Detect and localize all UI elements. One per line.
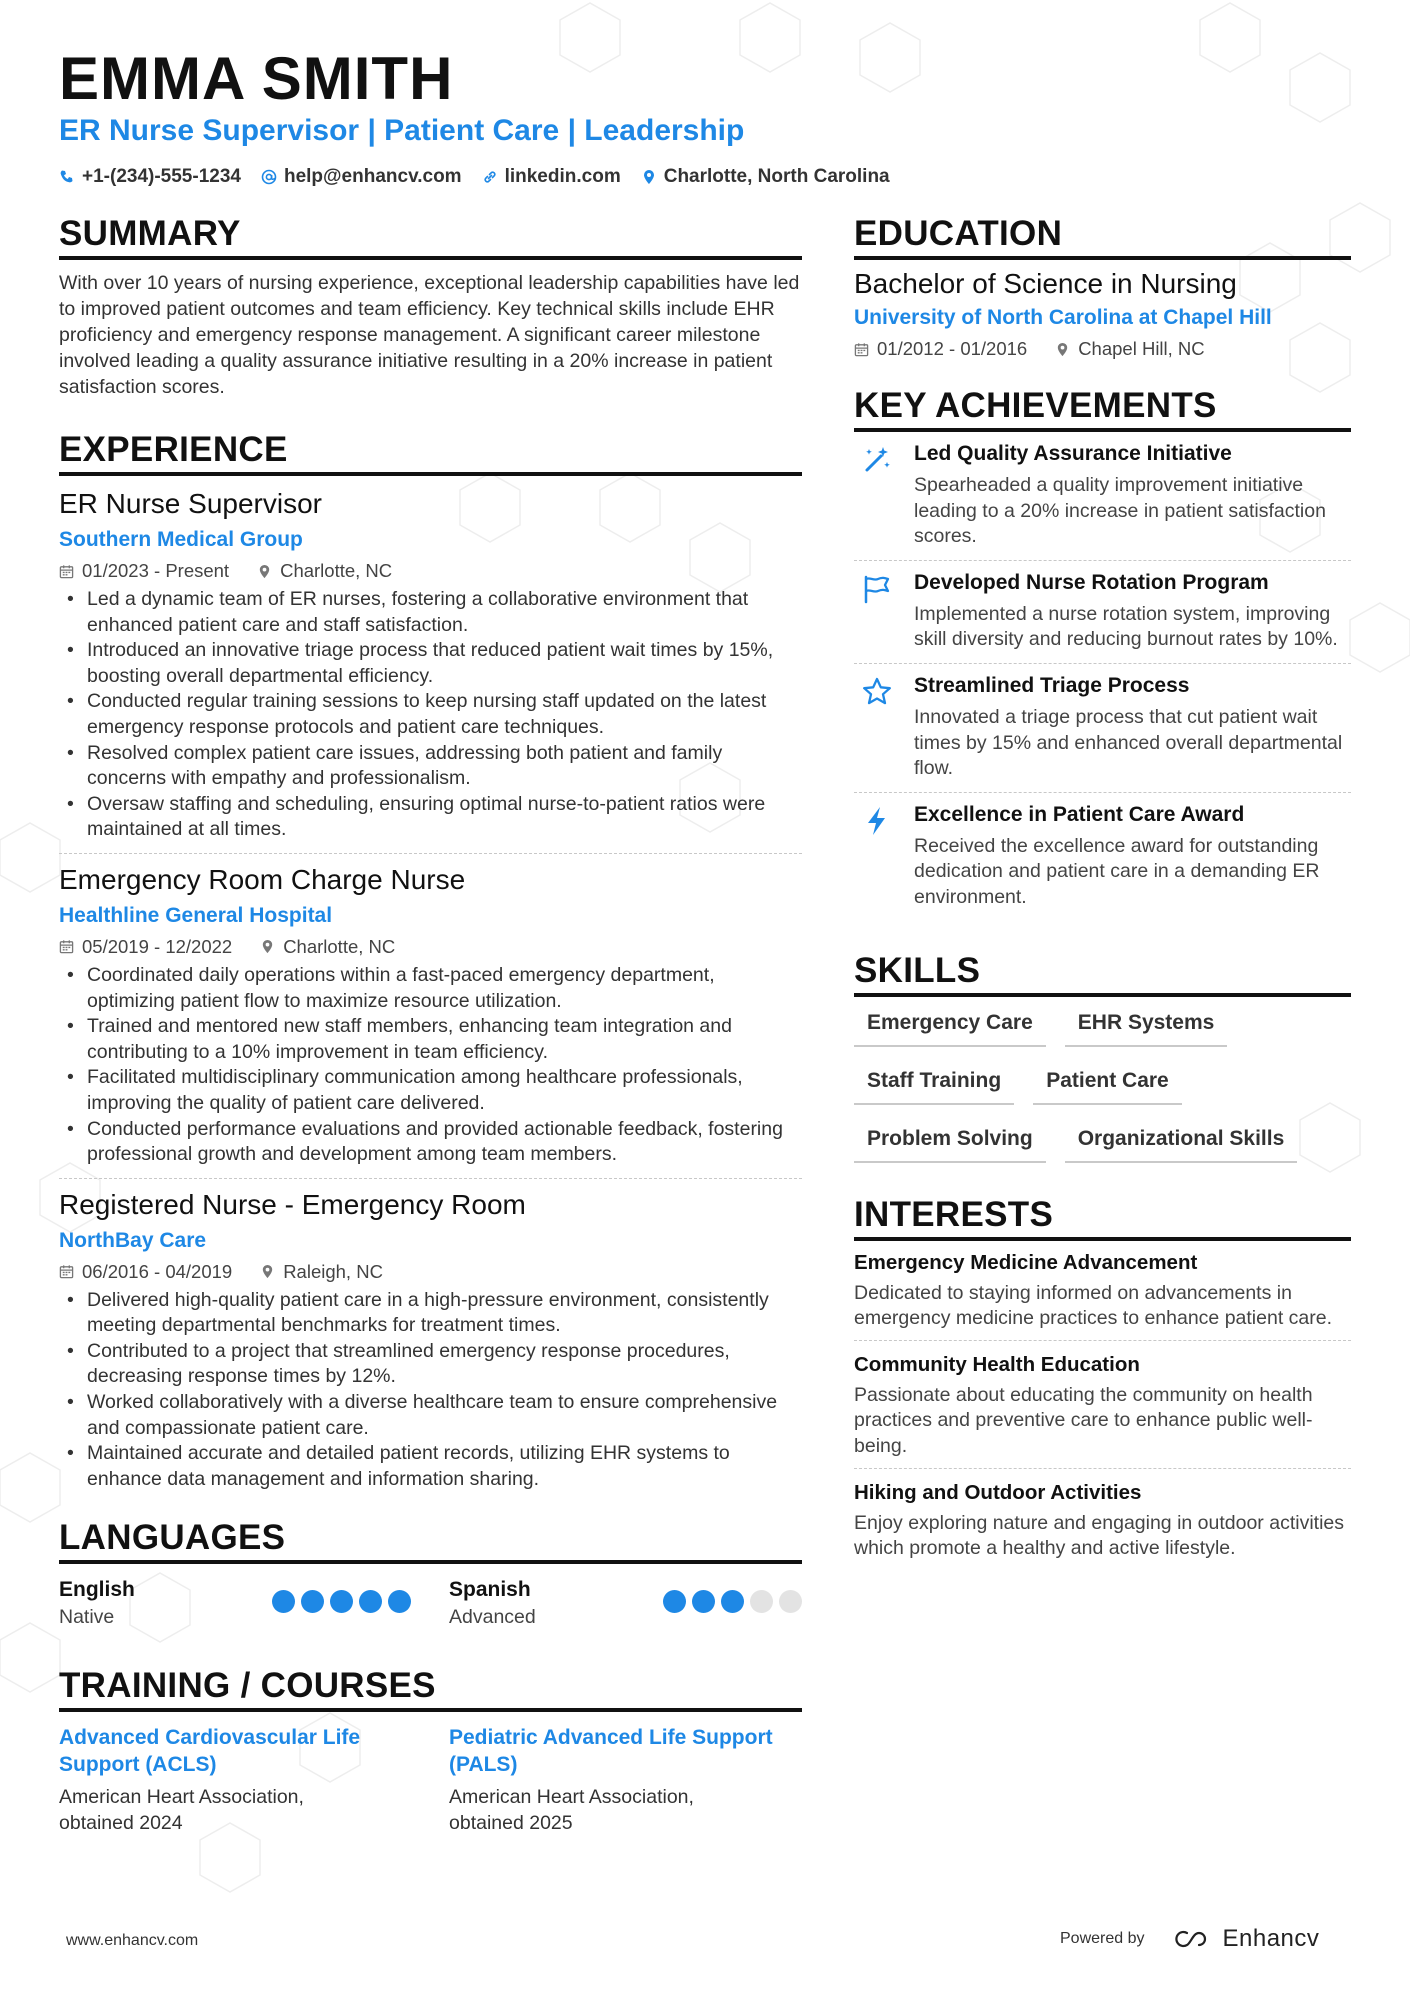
language-list: [59, 1576, 802, 1630]
job-location: [260, 1261, 383, 1283]
interests-section: [854, 1195, 1351, 1562]
achievement-icon-wrap: [854, 672, 900, 782]
job-bullets: [59, 1288, 802, 1493]
job-meta: [59, 936, 802, 958]
contact-linkedin[interactable]: [482, 166, 621, 188]
bullet-item: • Trained and mentored new staff members, enhancing team integration and contributing to a 10% improvement in team efficiency.: [59, 1014, 802, 1065]
skill-tag: EHR Systems: [1065, 1009, 1228, 1047]
location-pin-icon: [1055, 342, 1070, 357]
achievement-item: [854, 440, 1351, 550]
rating-dot-filled: [663, 1590, 686, 1613]
job-dates-text: 06/2016 - 04/2019: [82, 1260, 233, 1282]
interest-item: [854, 1249, 1351, 1332]
rating-dot-filled: [388, 1590, 411, 1613]
education-dates-text: 01/2012 - 01/2016: [877, 338, 1028, 359]
linkedin-text: linkedin.com: [504, 166, 621, 187]
achievement-desc: Implemented a nurse rotation system, improving skill diversity and reducing burnout rates by 10%.: [914, 602, 1338, 651]
phone-text: +1-(234)-555-1234: [82, 166, 241, 187]
achievement-desc: Received the excellence award for outstanding dedication and patient care in a demanding ER environment.: [914, 834, 1320, 908]
school-name: University of North Carolina at Chapel Hill: [854, 306, 1272, 329]
course-list: [59, 1724, 802, 1836]
section-title-experience: EXPERIENCE: [59, 430, 802, 476]
powered-by-label: Powered by: [1060, 1930, 1145, 1947]
summary-section: [59, 214, 802, 400]
job-bullets: [59, 587, 802, 843]
flag-icon: [861, 573, 893, 605]
job-location-text: Charlotte, NC: [283, 935, 396, 957]
job-location: [257, 560, 392, 582]
course-title: Advanced Cardiovascular Life Support (ACLS): [59, 1726, 361, 1777]
skills-section: [854, 951, 1351, 1163]
job-location-text: Charlotte, NC: [280, 560, 393, 581]
achievement-title: Led Quality Assurance Initiative: [914, 442, 1232, 465]
education-location-text: Chapel Hill, NC: [1078, 338, 1205, 359]
achievement-icon-wrap: [854, 801, 900, 911]
rating-dot-empty: [779, 1590, 802, 1613]
location-pin-icon: [257, 564, 272, 579]
course-desc: American Heart Association, obtained 2024: [59, 1786, 304, 1835]
skill-tag: Problem Solving: [854, 1125, 1046, 1163]
experience-item: [59, 1187, 802, 1493]
location-pin-icon: [260, 939, 275, 954]
course-item: [59, 1724, 449, 1836]
education-dates: [854, 338, 1027, 360]
contact-bar: [59, 166, 890, 188]
wand-icon: [861, 444, 893, 476]
rating-dot-filled: [272, 1590, 295, 1613]
achievement-icon-wrap: [854, 569, 900, 653]
footer-branding: [1060, 1925, 1319, 1953]
job-location: [260, 936, 395, 958]
bullet-item: • Oversaw staffing and scheduling, ensuring optimal nurse-to-patient ratios were maintained at all times.: [59, 792, 802, 843]
contact-location: [641, 166, 890, 188]
divider: [59, 1178, 802, 1179]
company-name: Southern Medical Group: [59, 528, 303, 551]
section-title-interests: INTERESTS: [854, 1195, 1351, 1241]
language-item: [59, 1576, 449, 1630]
skill-list: [854, 1009, 1351, 1163]
language-item: [449, 1576, 802, 1630]
bullet-item: • Facilitated multidisciplinary communication among healthcare professionals, improving the quality of patient care delivered.: [59, 1065, 802, 1116]
location-pin-icon: [260, 1264, 275, 1279]
calendar-icon: [59, 939, 74, 954]
bullet-item: • Maintained accurate and detailed patient records, utilizing EHR systems to enhance data management and information sharing.: [59, 1441, 802, 1492]
email-text: help@enhancv.com: [283, 166, 462, 187]
link-icon: [482, 169, 498, 185]
divider: [854, 1468, 1351, 1469]
achievement-item: [854, 801, 1351, 911]
divider: [59, 853, 802, 854]
interest-item: [854, 1479, 1351, 1562]
interest-desc: Enjoy exploring nature and engaging in outdoor activities which promote a healthy and active lifestyle.: [854, 1511, 1344, 1560]
section-title-achievements: KEY ACHIEVEMENTS: [854, 386, 1351, 432]
summary-text: With over 10 years of nursing experience, exceptional leadership capabilities have led to improved patient outcomes and team efficiency. Key technical skills include EHR proficiency and emergency response management. A significant career milestone involved leading a quality assurance initiative resulting in a 20% increase in patient satisfaction scores.: [59, 272, 800, 398]
section-title-languages: LANGUAGES: [59, 1518, 802, 1564]
bullet-item: • Led a dynamic team of ER nurses, fostering a collaborative environment that enhanced patient care and staff satisfaction.: [59, 587, 802, 638]
job-dates: [59, 936, 232, 958]
experience-item: [59, 862, 802, 1179]
divider: [854, 792, 1351, 793]
interest-desc: Passionate about educating the community on health practices and preventive care to enhance public well-being.: [854, 1383, 1313, 1457]
achievement-item: [854, 672, 1351, 782]
achievement-desc: Spearheaded a quality improvement initiative leading to a 20% increase in patient satisfaction scores.: [914, 474, 1326, 548]
achievement-title: Excellence in Patient Care Award: [914, 802, 1245, 826]
brand-name: Enhancv: [1222, 1925, 1320, 1952]
job-title: Emergency Room Charge Nurse: [59, 863, 466, 895]
education-location: [1055, 338, 1204, 360]
training-section: [59, 1666, 802, 1836]
interest-title: Community Health Education: [854, 1352, 1140, 1376]
achievement-title: Developed Nurse Rotation Program: [914, 570, 1269, 594]
at-icon: [261, 169, 277, 185]
language-level: Native: [59, 1606, 115, 1629]
language-name: English: [59, 1578, 135, 1602]
course-item: [449, 1724, 802, 1836]
skill-tag: Patient Care: [1033, 1067, 1182, 1105]
brand-logo[interactable]: [1169, 1925, 1320, 1953]
rating-dot-filled: [301, 1590, 324, 1613]
skill-tag: Emergency Care: [854, 1009, 1046, 1047]
job-dates-text: 05/2019 - 12/2022: [82, 935, 233, 957]
achievement-icon-wrap: [854, 440, 900, 550]
section-title-education: EDUCATION: [854, 214, 1351, 260]
rating-dot-empty: [750, 1590, 773, 1613]
achievements-section: [854, 386, 1351, 911]
degree: Bachelor of Science in Nursing: [854, 268, 1237, 299]
company-name: Healthline General Hospital: [59, 903, 333, 927]
section-title-summary: SUMMARY: [59, 214, 802, 260]
job-dates-text: 01/2023 - Present: [82, 560, 230, 581]
rating-dot-filled: [359, 1590, 382, 1613]
bullet-item: • Coordinated daily operations within a fast-paced emergency department, optimizing patient flow to maximize resource utilization.: [59, 963, 802, 1014]
divider: [854, 560, 1351, 561]
bullet-item: • Delivered high-quality patient care in a high-pressure environment, consistently meeting departmental benchmarks for treatment times.: [59, 1288, 802, 1339]
experience-item: [59, 486, 802, 854]
company-name: NorthBay Care: [59, 1228, 207, 1252]
achievement-item: [854, 569, 1351, 653]
lightning-icon: [861, 805, 893, 837]
left-column: [59, 214, 802, 1836]
interest-title: Emergency Medicine Advancement: [854, 1250, 1198, 1274]
bullet-item: • Contributed to a project that streamlined emergency response procedures, decreasing response times by 12%.: [59, 1339, 802, 1390]
enhancv-logo-icon: [1169, 1927, 1215, 1951]
job-meta: [59, 560, 802, 582]
rating-dot-filled: [692, 1590, 715, 1613]
rating-dot-filled: [330, 1590, 353, 1613]
divider: [854, 1340, 1351, 1341]
job-title: Registered Nurse - Emergency Room: [59, 1188, 526, 1220]
star-icon: [861, 676, 893, 708]
job-dates: [59, 1261, 232, 1283]
section-title-skills: SKILLS: [854, 951, 1351, 997]
course-title: Pediatric Advanced Life Support (PALS): [449, 1726, 773, 1777]
location-text: Charlotte, North Carolina: [663, 166, 890, 187]
skill-tag: Organizational Skills: [1065, 1125, 1298, 1163]
job-meta: [59, 1261, 802, 1283]
interest-title: Hiking and Outdoor Activities: [854, 1480, 1142, 1504]
phone-icon: [59, 169, 75, 185]
bullet-item: • Resolved complex patient care issues, addressing both patient and family concerns with empathy and professionalism.: [59, 741, 802, 792]
achievement-title: Streamlined Triage Process: [914, 673, 1190, 697]
bullet-item: • Worked collaboratively with a diverse healthcare team to ensure comprehensive and compassionate patient care.: [59, 1390, 802, 1441]
education-meta: [854, 338, 1351, 360]
calendar-icon: [59, 564, 74, 579]
location-pin-icon: [641, 169, 657, 185]
interest-desc: Dedicated to staying informed on advancements in emergency medicine practices to enhance patient care.: [854, 1281, 1333, 1330]
job-bullets: [59, 963, 802, 1168]
headline: ER Nurse Supervisor | Patient Care | Leadership: [59, 114, 745, 147]
right-column: [854, 214, 1351, 1562]
rating-dot-filled: [721, 1590, 744, 1613]
bullet-item: • Introduced an innovative triage process that reduced patient wait times by 15%, boosting overall departmental efficiency.: [59, 638, 802, 689]
language-level: Advanced: [449, 1606, 536, 1629]
course-desc: American Heart Association, obtained 2025: [449, 1786, 694, 1835]
contact-phone[interactable]: [59, 166, 241, 188]
candidate-name: EMMA SMITH: [59, 45, 454, 112]
contact-email[interactable]: [261, 166, 462, 188]
bullet-item: • Conducted performance evaluations and provided actionable feedback, fostering professional growth and development among team members.: [59, 1117, 802, 1168]
experience-section: [59, 430, 802, 1492]
education-section: [854, 214, 1351, 360]
job-location-text: Raleigh, NC: [283, 1260, 383, 1282]
interest-item: [854, 1351, 1351, 1460]
footer-website[interactable]: www.enhancv.com: [66, 1932, 199, 1949]
job-title: ER Nurse Supervisor: [59, 488, 322, 519]
job-dates: [59, 560, 229, 582]
skill-tag: Staff Training: [854, 1067, 1014, 1105]
bullet-item: • Conducted regular training sessions to keep nursing staff updated on the latest emergency response protocols and patient care techniques.: [59, 689, 802, 740]
languages-section: [59, 1518, 802, 1630]
section-title-training: TRAINING / COURSES: [59, 1666, 802, 1712]
achievement-desc: Innovated a triage process that cut patient wait times by 15% and enhanced overall departmental flow.: [914, 705, 1343, 780]
calendar-icon: [854, 342, 869, 357]
divider: [854, 663, 1351, 664]
language-name: Spanish: [449, 1578, 531, 1602]
language-rating: [272, 1590, 411, 1613]
language-rating: [663, 1590, 802, 1613]
calendar-icon: [59, 1264, 74, 1279]
